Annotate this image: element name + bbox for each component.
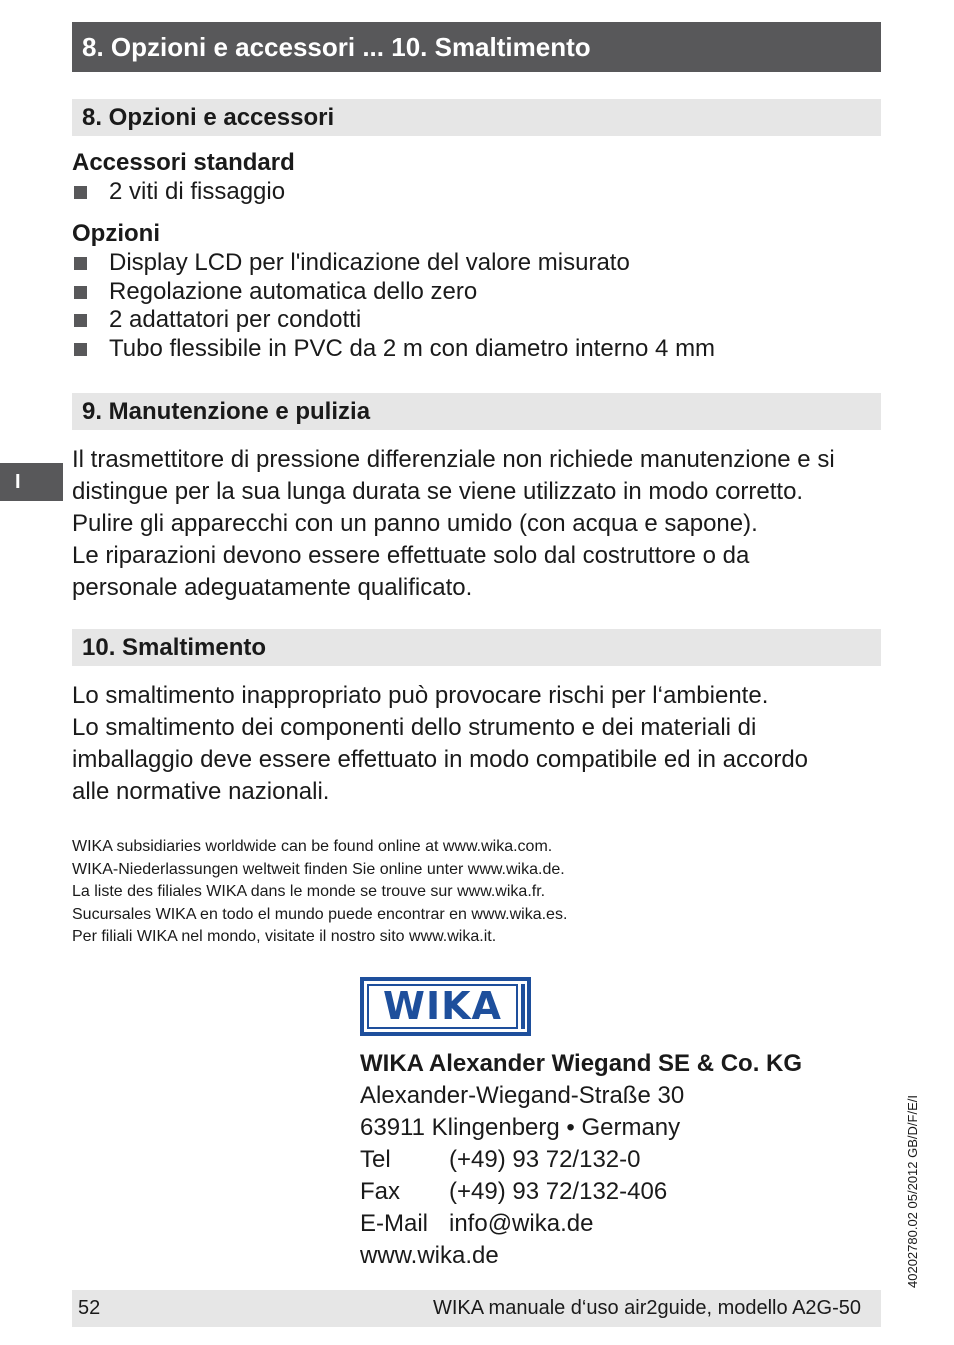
tel-value: (+49) 93 72/132-0 bbox=[449, 1146, 641, 1173]
city-line: 63911 Klingenberg • Germany bbox=[360, 1114, 681, 1141]
list-item bbox=[72, 306, 715, 335]
section-9-heading: 9. Manutenzione e pulizia bbox=[72, 393, 881, 430]
document-number: 40202780.02 05/2012 GB/D/F/E/I bbox=[905, 1095, 920, 1288]
note-line: La liste des filiales WIKA dans le monde se trouve sur www.wika.fr. bbox=[72, 883, 546, 900]
wika-logo bbox=[360, 977, 531, 1036]
paragraph-line: Le riparazioni devono essere effettuate solo dal costruttore o da bbox=[72, 542, 750, 569]
list-item bbox=[72, 178, 285, 207]
website: www.wika.de bbox=[360, 1242, 499, 1269]
paragraph-line: distingue per la sua lunga durata se viene utilizzato in modo corretto. bbox=[72, 478, 804, 505]
note-line: Sucursales WIKA en todo el mundo puede encontrar en www.wika.es. bbox=[72, 905, 568, 923]
page-footer bbox=[72, 1290, 881, 1327]
note-line: WIKA subsidiaries worldwide can be found online at www.wika.com. bbox=[72, 838, 553, 855]
email-label: E-Mail bbox=[360, 1210, 429, 1237]
options-heading: Opzioni bbox=[72, 220, 160, 247]
language-tab: I bbox=[0, 463, 63, 501]
email-line bbox=[360, 1208, 802, 1240]
square-bullet-icon bbox=[74, 186, 87, 199]
square-bullet-icon bbox=[74, 286, 87, 299]
page-number: 52 bbox=[78, 1297, 101, 1319]
fax-value: (+49) 93 72/132-406 bbox=[449, 1178, 668, 1205]
paragraph-line: Lo smaltimento inappropriato può provocare rischi per l‘ambiente. bbox=[72, 682, 769, 709]
section-10-heading: 10. Smaltimento bbox=[72, 629, 881, 666]
logo-text: WIKA bbox=[367, 984, 518, 1029]
maintenance-paragraph bbox=[72, 444, 887, 604]
fax-label: Fax bbox=[360, 1178, 401, 1205]
subsidiaries-note bbox=[72, 836, 567, 949]
paragraph-line: personale adeguatamente qualificato. bbox=[72, 574, 473, 601]
tel-line bbox=[360, 1144, 802, 1176]
list-item-text: 2 viti di fissaggio bbox=[109, 178, 286, 205]
fax-line bbox=[360, 1176, 802, 1208]
company-name: WIKA Alexander Wiegand SE & Co. KG bbox=[360, 1050, 803, 1077]
list-item bbox=[72, 249, 715, 278]
paragraph-line: Pulire gli apparecchi con un panno umido (con acqua e sapone). bbox=[72, 510, 758, 537]
email-value: info@wika.de bbox=[449, 1210, 594, 1237]
list-item bbox=[72, 278, 715, 307]
disposal-paragraph bbox=[72, 680, 887, 808]
list-item bbox=[72, 335, 715, 364]
square-bullet-icon bbox=[74, 343, 87, 356]
paragraph-line: imballaggio deve essere effettuato in modo compatibile ed in accordo bbox=[72, 746, 809, 773]
street-address: Alexander-Wiegand-Straße 30 bbox=[360, 1082, 685, 1109]
paragraph-line: alle normative nazionali. bbox=[72, 778, 330, 805]
list-item-text: Tubo flessibile in PVC da 2 m con diametro interno 4 mm bbox=[109, 335, 716, 363]
paragraph-line: Il trasmettitore di pressione differenziale non richiede manutenzione e si bbox=[72, 446, 835, 473]
note-line: WIKA-Niederlassungen weltweit finden Sie online unter www.wika.de. bbox=[72, 860, 565, 878]
page-title: 8. Opzioni e accessori ... 10. Smaltimento bbox=[72, 22, 881, 72]
list-item-text: 2 adattatori per condotti bbox=[109, 306, 362, 334]
paragraph-line: Lo smaltimento dei componenti dello strumento e dei materiali di bbox=[72, 714, 757, 741]
list-item-text: Display LCD per l'indicazione del valore misurato bbox=[109, 249, 630, 276]
company-address bbox=[360, 1048, 802, 1272]
logo-bar bbox=[521, 984, 525, 1029]
manual-title: WIKA manuale d‘uso air2guide, modello A2G-50 bbox=[432, 1297, 861, 1319]
square-bullet-icon bbox=[74, 257, 87, 270]
square-bullet-icon bbox=[74, 314, 87, 327]
list-item-text: Regolazione automatica dello zero bbox=[109, 277, 478, 305]
section-8-heading: 8. Opzioni e accessori bbox=[72, 99, 881, 136]
options-list bbox=[72, 249, 715, 364]
standard-accessories-list bbox=[72, 178, 285, 207]
tel-label: Tel bbox=[360, 1146, 391, 1173]
note-line: Per filiali WIKA nel mondo, visitate il nostro sito www.wika.it. bbox=[72, 928, 497, 945]
standard-accessories-heading: Accessori standard bbox=[72, 149, 295, 176]
